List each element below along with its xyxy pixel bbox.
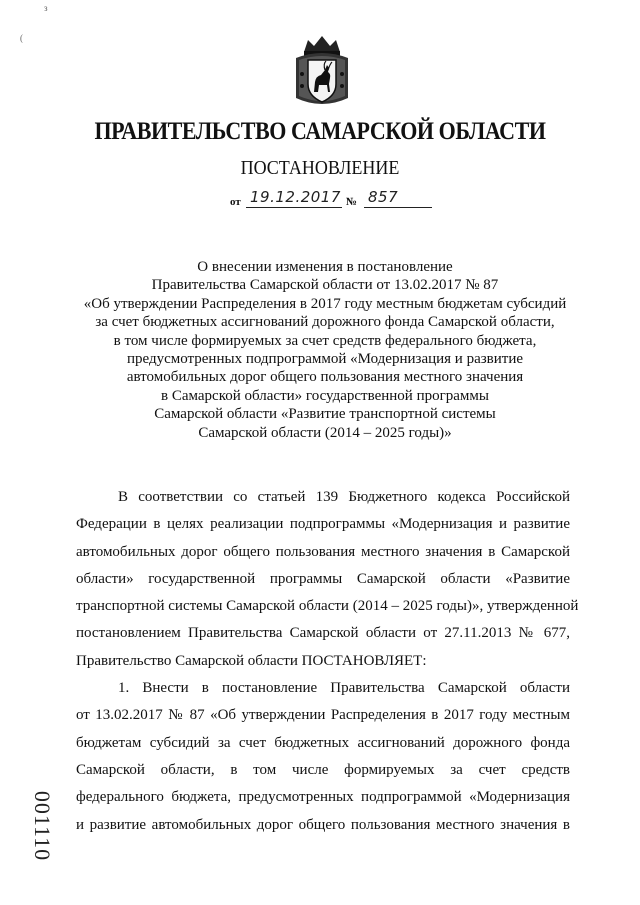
heading-line: предусмотренных подпрограммой «Модернизация и развитие — [126, 351, 524, 368]
margin-mark: ( — [20, 33, 23, 43]
date-number-line — [230, 188, 450, 212]
body-line: Самарской области, в том числе формируемых за счет средств — [76, 761, 570, 778]
heading-line: в Самарской области» государственной программы — [161, 387, 489, 404]
date-prefix: от — [230, 196, 241, 208]
number-prefix: № — [346, 196, 358, 208]
body-line: федерального бюджета, предусмотренных подпрограммой «Модернизация — [76, 789, 570, 806]
margin-mark: з — [44, 3, 48, 13]
document-body — [76, 484, 579, 839]
document-type: ПОСТАНОВЛЕНИЕ — [240, 157, 400, 179]
body-line: бюджетам субсидий за счет бюджетных ассигнований дорожного фонда — [76, 734, 570, 751]
government-title: ПРАВИТЕЛЬСТВО САМАРСКОЙ ОБЛАСТИ — [94, 118, 546, 145]
heading-line: в том числе формируемых за счет средств федерального бюджета, — [113, 332, 537, 349]
registration-stamp — [20, 790, 64, 862]
body-line: и развитие автомобильных дорог общего пользования местного значения в — [76, 816, 570, 833]
date-underline — [246, 207, 342, 208]
heading-line: Правительства Самарской области от 13.02.2017 № 87 — [151, 277, 499, 294]
body-line: постановлением Правительства Самарской области от 27.11.2013 № 677, — [76, 625, 570, 642]
heading-line: за счет бюджетных ассигнований дорожного фонда Самарской области, — [95, 314, 555, 331]
body-line: автомобильных дорог общего пользования местного значения в Самарской — [76, 543, 570, 560]
body-line: Федерации в целях реализации подпрограммы «Модернизация и развитие — [76, 516, 570, 533]
number-value: 857 — [368, 188, 399, 206]
coat-of-arms-icon — [294, 34, 350, 108]
date-value: 19.12.2017 — [250, 188, 341, 206]
number-underline — [364, 207, 432, 208]
heading-line: автомобильных дорог общего пользования местного значения — [126, 369, 524, 386]
body-line: от 13.02.2017 № 87 «Об утверждении Распределения в 2017 году местным — [76, 707, 570, 724]
heading-line: Самарской области «Развитие транспортной системы — [154, 406, 496, 423]
body-line: 1. Внести в постановление Правительства Самарской области — [118, 680, 570, 697]
document-heading — [70, 258, 580, 442]
body-line: области» государственной программы Самарской области «Развитие — [76, 570, 570, 587]
body-line: транспортной системы Самарской области (2014 – 2025 годы)», утвержденной — [76, 598, 579, 615]
heading-line: Самарской области (2014 – 2025 годы)» — [198, 424, 452, 441]
heading-line: О внесении изменения в постановление — [197, 259, 453, 275]
body-line: В соответствии со статьей 139 Бюджетного кодекса Российской — [118, 489, 570, 505]
body-line: Правительство Самарской области ПОСТАНОВЛЯЕТ: — [76, 652, 427, 669]
stamp-number: 001110 — [30, 790, 55, 862]
heading-line: «Об утверждении Распределения в 2017 году местным бюджетам субсидий — [83, 295, 567, 312]
